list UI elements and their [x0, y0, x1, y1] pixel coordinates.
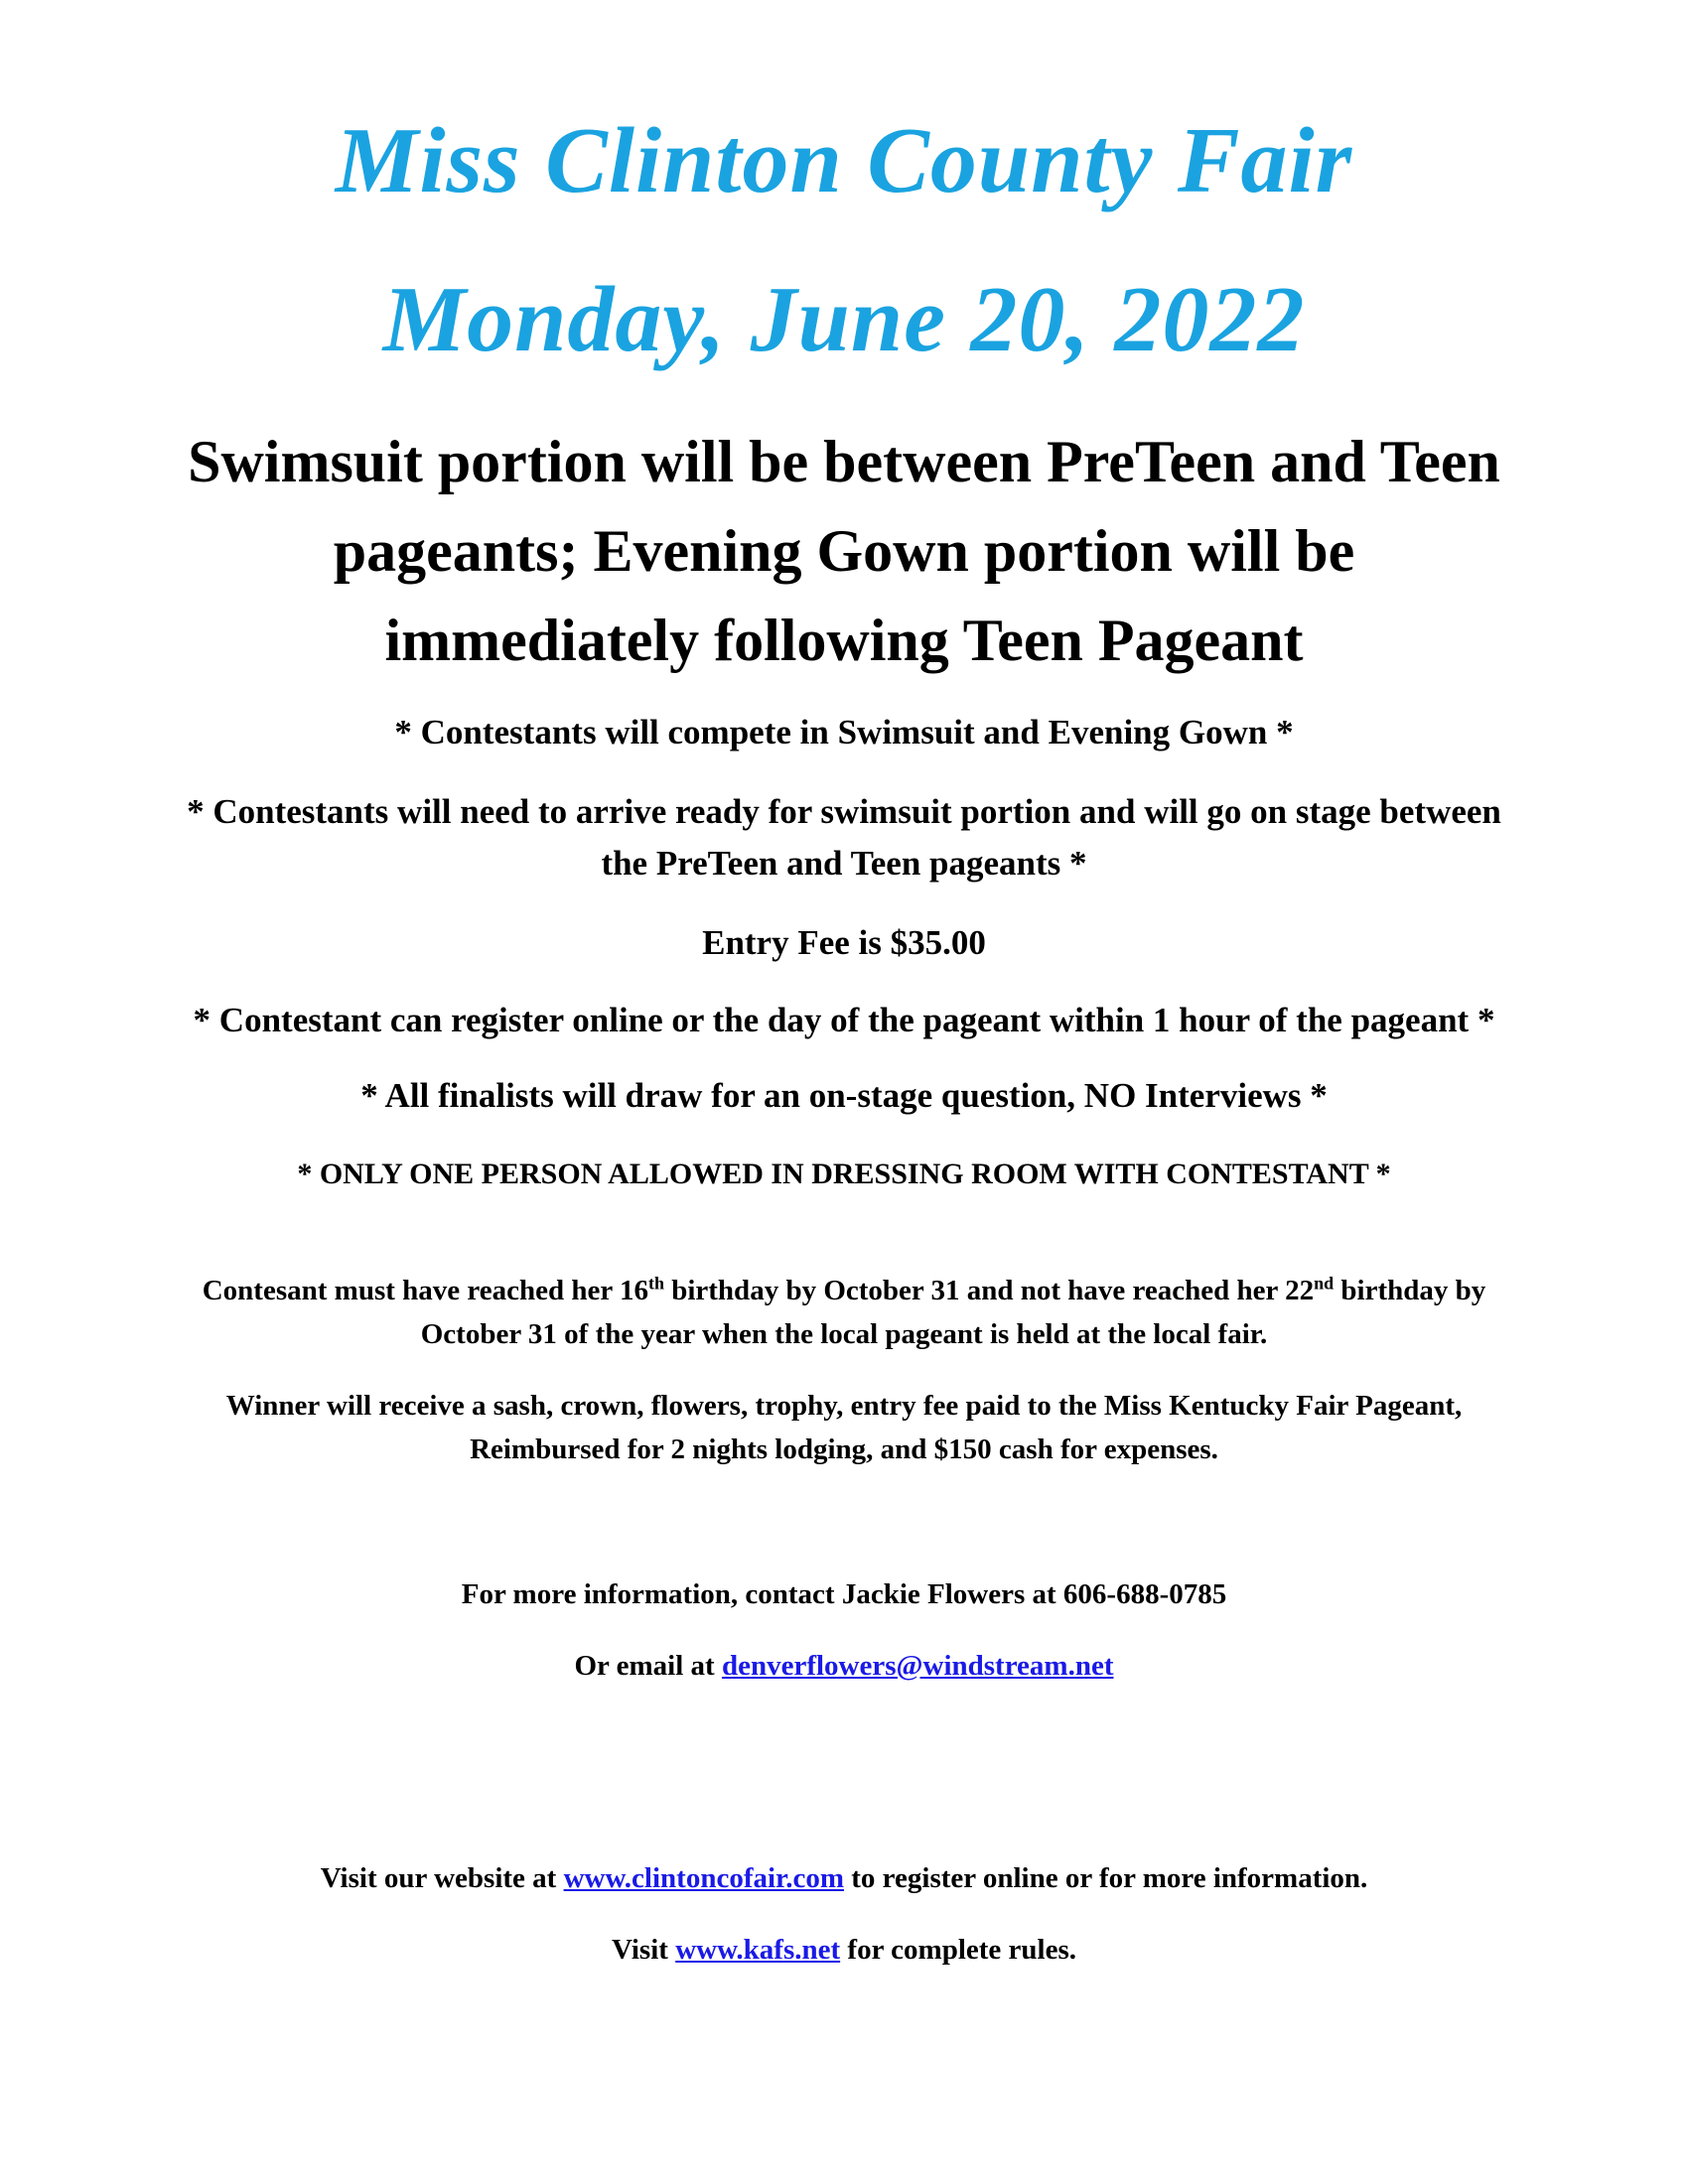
- headline-line-1: Swimsuit portion will be between PreTeen and Teen: [188, 429, 1500, 494]
- compete-note: * Contestants will compete in Swimsuit and Evening Gown *: [394, 713, 1294, 751]
- rules-suffix: for complete rules.: [840, 1934, 1076, 1966]
- dressing-room-note: * ONLY ONE PERSON ALLOWED IN DRESSING ROOM WITH CONTESTANT *: [297, 1158, 1391, 1190]
- eligibility-text-3: birthday by: [1334, 1275, 1486, 1306]
- rules-line: [0, 1934, 1688, 1967]
- contact-info: For more information, contact Jackie Flowers at 606-688-0785: [461, 1578, 1227, 1610]
- prizes-line-2: Reimbursed for 2 nights lodging, and $150 cash for expenses.: [470, 1433, 1218, 1465]
- register-note: * Contestant can register online or the day of the pageant within 1 hour of the pageant *: [193, 1001, 1495, 1039]
- prizes-line-1: Winner will receive a sash, crown, flowers, trophy, entry fee paid to the Miss Kentucky Fair Pageant,: [225, 1390, 1463, 1422]
- email-line: [0, 1650, 1688, 1683]
- arrive-note-line-2: the PreTeen and Teen pageants *: [601, 844, 1087, 883]
- page-title: Miss Clinton County Fair: [335, 109, 1353, 212]
- eligibility-line-2: October 31 of the year when the local pageant is held at the local fair.: [420, 1318, 1268, 1350]
- rules-prefix: Visit: [612, 1934, 676, 1966]
- website-link[interactable]: www.clintoncofair.com: [563, 1862, 845, 1894]
- eligibility-line-1: [0, 1275, 1688, 1307]
- eligibility-text-1: Contesant must have reached her 16: [202, 1275, 648, 1306]
- ordinal-suffix-22: nd: [1314, 1273, 1335, 1294]
- website-line: [0, 1862, 1688, 1895]
- headline-line-3: immediately following Teen Pageant: [384, 608, 1304, 673]
- entry-fee: Entry Fee is $35.00: [702, 923, 986, 962]
- headline-line-2: pageants; Evening Gown portion will be: [333, 518, 1355, 584]
- ordinal-suffix-16: th: [647, 1273, 664, 1294]
- finalists-note: * All finalists will draw for an on-stage question, NO Interviews *: [360, 1076, 1328, 1115]
- event-date: Monday, June 20, 2022: [382, 268, 1306, 371]
- website-prefix: Visit our website at: [320, 1862, 564, 1894]
- rules-link[interactable]: www.kafs.net: [675, 1934, 841, 1966]
- website-suffix: to register online or for more information.: [844, 1862, 1368, 1894]
- arrive-note-line-1: * Contestants will need to arrive ready for swimsuit portion and will go on stage between: [187, 792, 1501, 831]
- eligibility-text-2: birthday by October 31 and not have reached her 22: [663, 1275, 1315, 1306]
- email-link[interactable]: denverflowers@windstream.net: [721, 1650, 1114, 1682]
- email-prefix: Or email at: [574, 1650, 722, 1682]
